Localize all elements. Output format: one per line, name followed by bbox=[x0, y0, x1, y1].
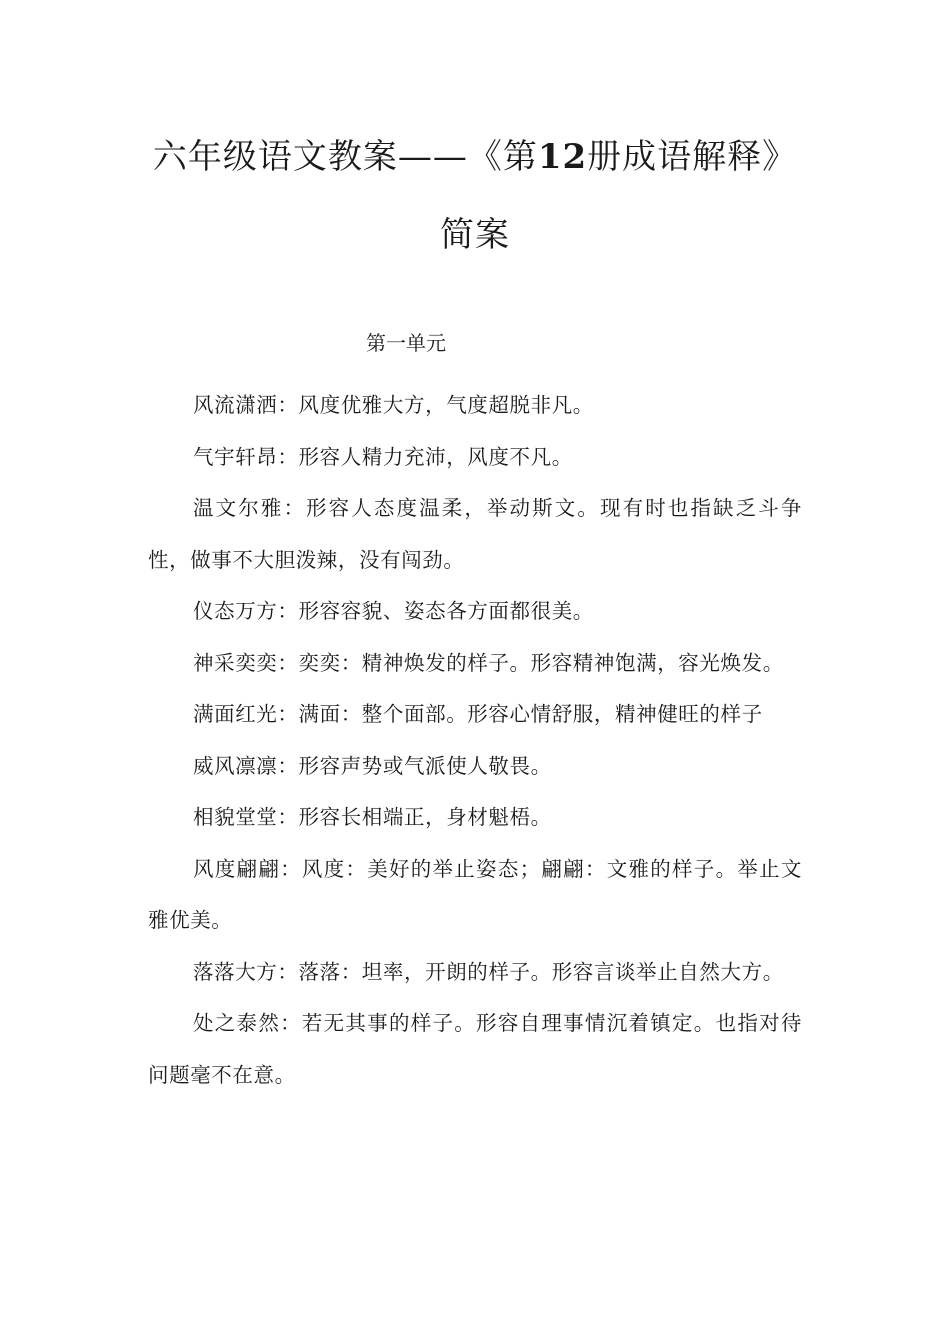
title-part-1: 六年级语文教案——《第 bbox=[152, 137, 538, 177]
paragraph: 风流潇洒：风度优雅大方，气度超脱非凡。 bbox=[193, 393, 594, 417]
paragraph: 风度翩翩：风度：美好的举止姿态；翩翩：文雅的样子。举止文雅优美。 bbox=[148, 856, 802, 932]
paragraph: 满面红光：满面：整个面部。形容心情舒服，精神健旺的样子 bbox=[193, 702, 763, 726]
paragraph: 落落大方：落落：坦率，开朗的样子。形容言谈举止自然大方。 bbox=[193, 959, 784, 984]
paragraph: 相貌堂堂：形容长相端正，身材魁梧。 bbox=[193, 805, 552, 829]
document-body bbox=[148, 380, 802, 1101]
title-part-2: 册成语解释》简案 bbox=[440, 137, 798, 255]
title-number: 12 bbox=[537, 137, 588, 177]
paragraph: 威风凛凛：形容声势或气派使人敬畏。 bbox=[193, 753, 552, 778]
paragraph: 温文尔雅：形容人态度温柔，举动斯文。现有时也指缺乏斗争性，做事不大胆泼辣，没有闯劲。 bbox=[148, 496, 802, 572]
paragraph: 仪态万方：形容容貌、姿态各方面都很美。 bbox=[193, 599, 594, 623]
section-heading: 第一单元 bbox=[366, 331, 446, 355]
document-title bbox=[148, 118, 802, 274]
paragraph: 处之泰然：若无其事的样子。形容自理事情沉着镇定。也指对待问题毫不在意。 bbox=[148, 1011, 802, 1087]
paragraph: 气宇轩昂：形容人精力充沛，风度不凡。 bbox=[193, 444, 573, 469]
paragraph: 神采奕奕：奕奕：精神焕发的样子。形容精神饱满，容光焕发。 bbox=[193, 650, 784, 675]
